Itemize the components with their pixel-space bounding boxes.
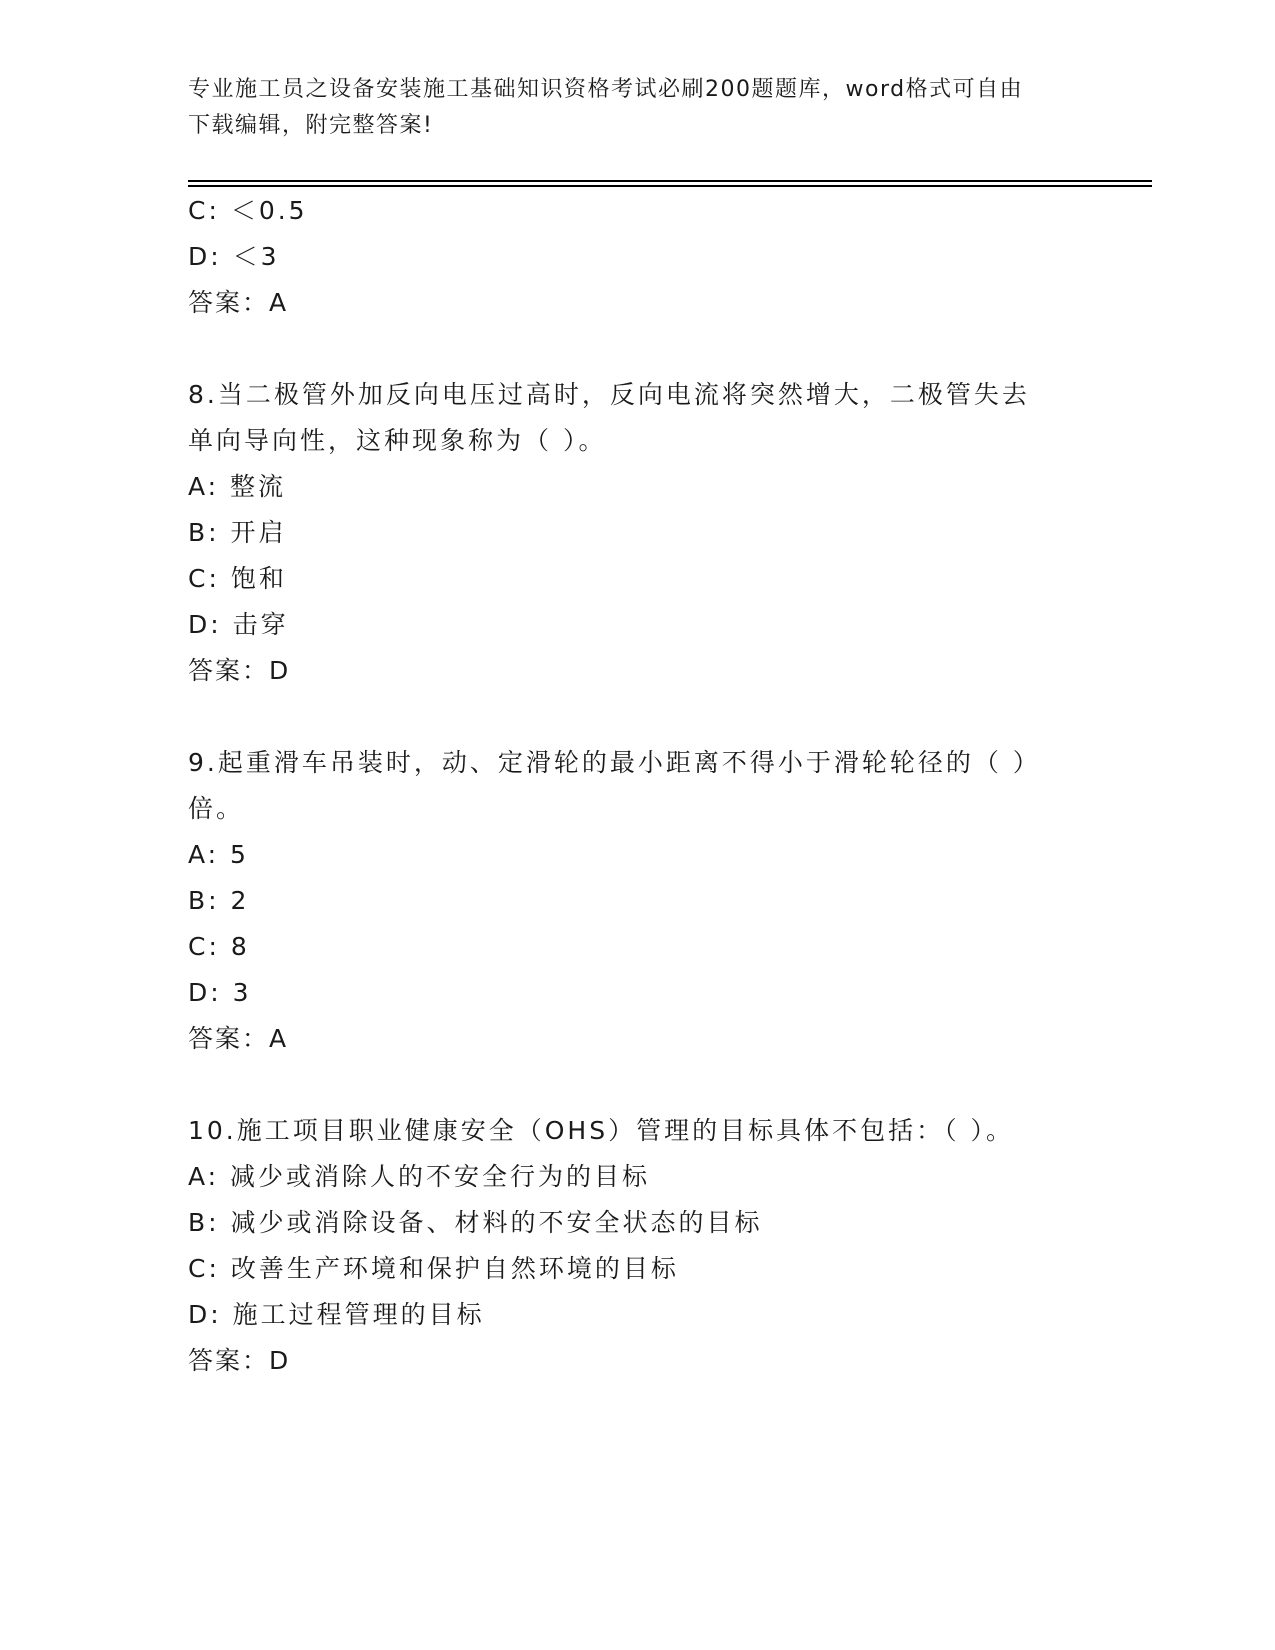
- q9-stem-line-2: 倍。: [188, 794, 245, 823]
- q8-option-b: B: 开启: [188, 518, 287, 547]
- q10-stem-line-1: 10.施工项目职业健康安全（OHS）管理的目标具体不包括：（ ）。: [188, 1116, 1015, 1145]
- q9-option-d: D: 3: [188, 978, 252, 1007]
- q7-answer: 答案：A: [188, 288, 289, 317]
- q8-option-a: A: 整流: [188, 472, 287, 501]
- header-line-1: 专业施工员之设备安装施工基础知识资格考试必刷200题题库，word格式可自由: [188, 77, 1024, 102]
- page-header: [188, 72, 1068, 144]
- header-line-2: 下载编辑，附完整答案!: [188, 113, 434, 138]
- q8-option-c: C: 饱和: [188, 564, 287, 593]
- q9-option-c: C: 8: [188, 932, 250, 961]
- question-10: [188, 1108, 1088, 1384]
- q10-option-b: B: 减少或消除设备、材料的不安全状态的目标: [188, 1208, 763, 1237]
- q8-option-d: D: 击穿: [188, 610, 289, 639]
- q8-answer: 答案：D: [188, 656, 291, 685]
- question-7-tail: [188, 188, 1088, 326]
- header-divider-top: [188, 180, 1152, 182]
- question-8: [188, 372, 1088, 694]
- q9-option-b: B: 2: [188, 886, 250, 915]
- q10-answer: 答案：D: [188, 1346, 291, 1375]
- q7-option-c: C: ＜0.5: [188, 196, 308, 225]
- q9-option-a: A: 5: [188, 840, 249, 869]
- q10-option-a: A: 减少或消除人的不安全行为的目标: [188, 1162, 651, 1191]
- q9-answer: 答案：A: [188, 1024, 289, 1053]
- header-divider-bottom: [188, 185, 1152, 187]
- q10-option-c: C: 改善生产环境和保护自然环境的目标: [188, 1254, 679, 1283]
- q7-option-d: D: ＜3: [188, 242, 280, 271]
- question-9: [188, 740, 1088, 1062]
- document-body: [188, 188, 1088, 1384]
- q8-stem-line-1: 8.当二极管外加反向电压过高时，反向电流将突然增大，二极管失去: [188, 380, 1030, 409]
- q10-option-d: D: 施工过程管理的目标: [188, 1300, 485, 1329]
- q8-stem-line-2: 单向导向性，这种现象称为（ ）。: [188, 426, 607, 455]
- q9-stem-line-1: 9.起重滑车吊装时，动、定滑轮的最小距离不得小于滑轮轮径的（ ）: [188, 748, 1041, 777]
